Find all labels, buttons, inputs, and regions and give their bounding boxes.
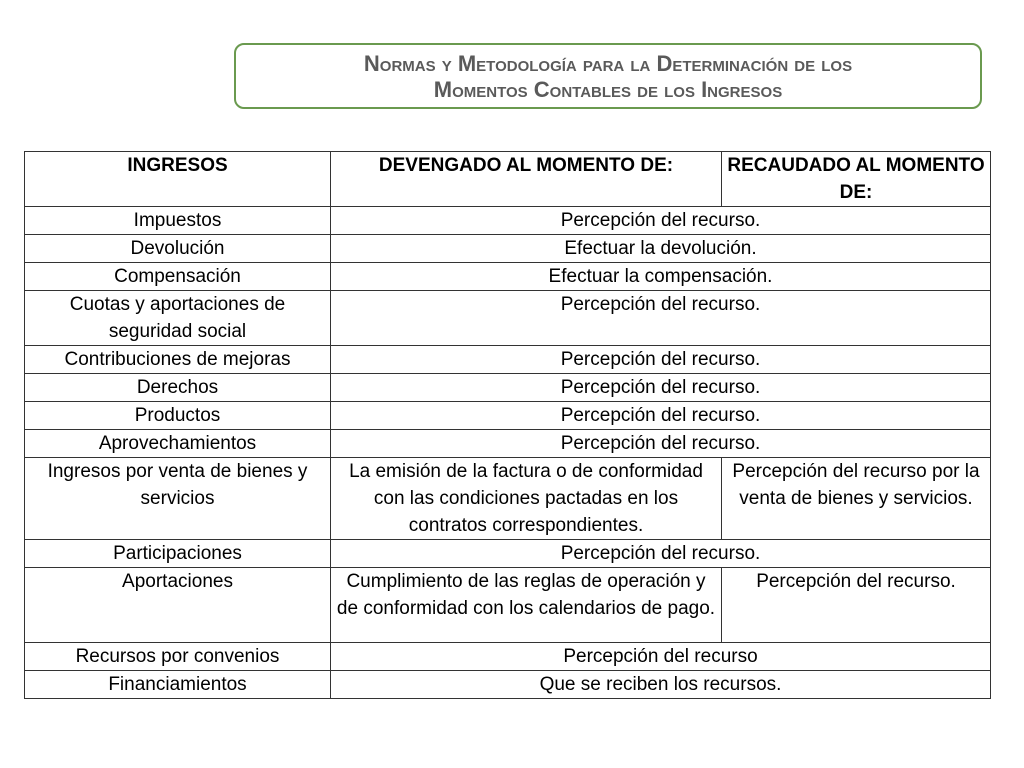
ingreso-cell: Ingresos por venta de bienes y servicios [25, 458, 331, 540]
table-row [25, 374, 991, 402]
devengado-cell: La emisión de la factura o de conformidad con las condiciones pactadas en los contratos correspondientes. [331, 458, 722, 540]
ingreso-cell: Cuotas y aportaciones de seguridad social [25, 291, 331, 346]
header-row [25, 152, 991, 207]
devengado-cell: Percepción del recurso [331, 643, 991, 671]
ingreso-cell: Aprovechamientos [25, 430, 331, 458]
income-moments-table [24, 151, 991, 699]
devengado-cell: Efectuar la devolución. [331, 235, 991, 263]
table-row [25, 568, 991, 643]
table-row [25, 291, 991, 346]
table-row [25, 643, 991, 671]
title-line-2: Momentos Contables de los Ingresos [433, 77, 783, 102]
devengado-cell: Percepción del recurso. [331, 402, 991, 430]
ingreso-cell: Aportaciones [25, 568, 331, 643]
title-box [234, 43, 982, 109]
devengado-cell: Percepción del recurso. [331, 374, 991, 402]
devengado-cell: Cumplimiento de las reglas de operación y de conformidad con los calendarios de pago. [331, 568, 722, 643]
header-devengado: DEVENGADO AL MOMENTO DE: [331, 152, 722, 207]
ingreso-cell: Impuestos [25, 207, 331, 235]
table-row [25, 430, 991, 458]
table-row [25, 207, 991, 235]
ingreso-cell: Productos [25, 402, 331, 430]
recaudado-cell: Percepción del recurso por la venta de bienes y servicios. [722, 458, 991, 540]
devengado-cell: Percepción del recurso. [331, 430, 991, 458]
table-row [25, 458, 991, 540]
header-ingresos: INGRESOS [25, 152, 331, 207]
devengado-cell: Percepción del recurso. [331, 207, 991, 235]
ingreso-cell: Participaciones [25, 540, 331, 568]
header-recaudado: RECAUDADO AL MOMENTO DE: [722, 152, 991, 207]
devengado-cell: Percepción del recurso. [331, 540, 991, 568]
table-row [25, 346, 991, 374]
ingreso-cell: Devolución [25, 235, 331, 263]
table-row [25, 540, 991, 568]
devengado-cell: Que se reciben los recursos. [331, 671, 991, 699]
title-line-1: Normas y Metodología para la Determinación de los [363, 51, 853, 76]
ingreso-cell: Financiamientos [25, 671, 331, 699]
ingreso-cell: Compensación [25, 263, 331, 291]
recaudado-cell: Percepción del recurso. [722, 568, 991, 643]
ingreso-cell: Recursos por convenios [25, 643, 331, 671]
devengado-cell: Percepción del recurso. [331, 346, 991, 374]
ingreso-cell: Contribuciones de mejoras [25, 346, 331, 374]
devengado-cell: Efectuar la compensación. [331, 263, 991, 291]
ingreso-cell: Derechos [25, 374, 331, 402]
table-row [25, 671, 991, 699]
table-row [25, 263, 991, 291]
table-row [25, 235, 991, 263]
devengado-cell: Percepción del recurso. [331, 291, 991, 346]
table-row [25, 402, 991, 430]
